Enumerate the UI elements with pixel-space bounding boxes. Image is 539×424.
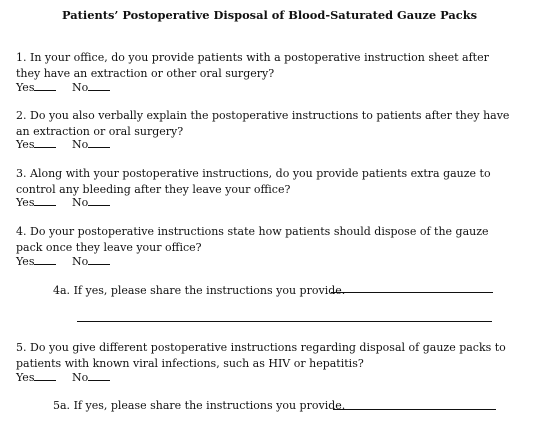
yes-label: Yes xyxy=(16,371,35,384)
question-number: 2. xyxy=(16,109,27,122)
no-option[interactable] xyxy=(72,138,110,152)
question-number: 3. xyxy=(16,167,27,180)
question-number: 1. xyxy=(16,51,27,64)
yes-blank[interactable] xyxy=(34,255,56,265)
no-label: No xyxy=(71,196,89,209)
no-label: No xyxy=(71,255,89,268)
answer-line-4a-2[interactable] xyxy=(77,321,492,322)
question-4 xyxy=(16,224,516,256)
answer-line-4a-1[interactable] xyxy=(331,292,493,293)
yes-label: Yes xyxy=(16,196,35,209)
subquestion-4a xyxy=(53,284,345,298)
yes-option[interactable] xyxy=(16,196,56,210)
question-4-answers xyxy=(16,255,110,269)
no-option[interactable] xyxy=(72,371,110,385)
no-blank[interactable] xyxy=(88,138,110,148)
question-5 xyxy=(16,340,516,372)
no-blank[interactable] xyxy=(88,255,110,265)
yes-option[interactable] xyxy=(16,81,56,95)
question-text: Along with your postoperative instructions, do you provide patients extra gauze to control any bleeding after they leave your office? xyxy=(16,167,491,196)
question-text: Do your postoperative instructions state how patients should dispose of the gauze pack once they leave your office? xyxy=(16,225,489,254)
yes-blank[interactable] xyxy=(34,371,56,381)
subquestion-number: 5a. xyxy=(53,399,71,412)
question-text: Do you also verbally explain the postoperative instructions to patients after they have an extraction or oral surgery? xyxy=(16,109,510,138)
yes-option[interactable] xyxy=(16,138,56,152)
question-text: Do you give different postoperative instructions regarding disposal of gauze packs to patients with known viral infections, such as HIV or hepatitis? xyxy=(16,341,506,370)
question-2-answers xyxy=(16,138,110,152)
subquestion-text: If yes, please share the instructions you provide. xyxy=(73,284,346,297)
question-number: 5. xyxy=(16,341,27,354)
no-label: No xyxy=(71,81,89,94)
no-label: No xyxy=(71,138,89,151)
question-1-answers xyxy=(16,81,110,95)
yes-label: Yes xyxy=(16,138,35,151)
no-blank[interactable] xyxy=(88,371,110,381)
answer-line-5a[interactable] xyxy=(333,409,496,410)
yes-label: Yes xyxy=(16,81,35,94)
question-1 xyxy=(16,50,516,82)
no-option[interactable] xyxy=(72,196,110,210)
question-3 xyxy=(16,166,516,198)
question-2 xyxy=(16,108,516,140)
yes-blank[interactable] xyxy=(34,81,56,91)
question-3-answers xyxy=(16,196,110,210)
no-option[interactable] xyxy=(72,255,110,269)
question-number: 4. xyxy=(16,225,27,238)
document-title: Patients’ Postoperative Disposal of Blood-Saturated Gauze Packs xyxy=(62,8,477,22)
question-5-answers xyxy=(16,371,110,385)
yes-option[interactable] xyxy=(16,371,56,385)
yes-blank[interactable] xyxy=(34,138,56,148)
question-text: In your office, do you provide patients with a postoperative instruction sheet after they have an extraction or other oral surgery? xyxy=(16,51,489,80)
subquestion-text: If yes, please share the instructions you provide. xyxy=(73,399,346,412)
yes-option[interactable] xyxy=(16,255,56,269)
yes-label: Yes xyxy=(16,255,35,268)
no-blank[interactable] xyxy=(88,81,110,91)
no-blank[interactable] xyxy=(88,196,110,206)
subquestion-number: 4a. xyxy=(53,284,71,297)
subquestion-5a xyxy=(53,399,345,413)
no-option[interactable] xyxy=(72,81,110,95)
yes-blank[interactable] xyxy=(34,196,56,206)
no-label: No xyxy=(71,371,89,384)
